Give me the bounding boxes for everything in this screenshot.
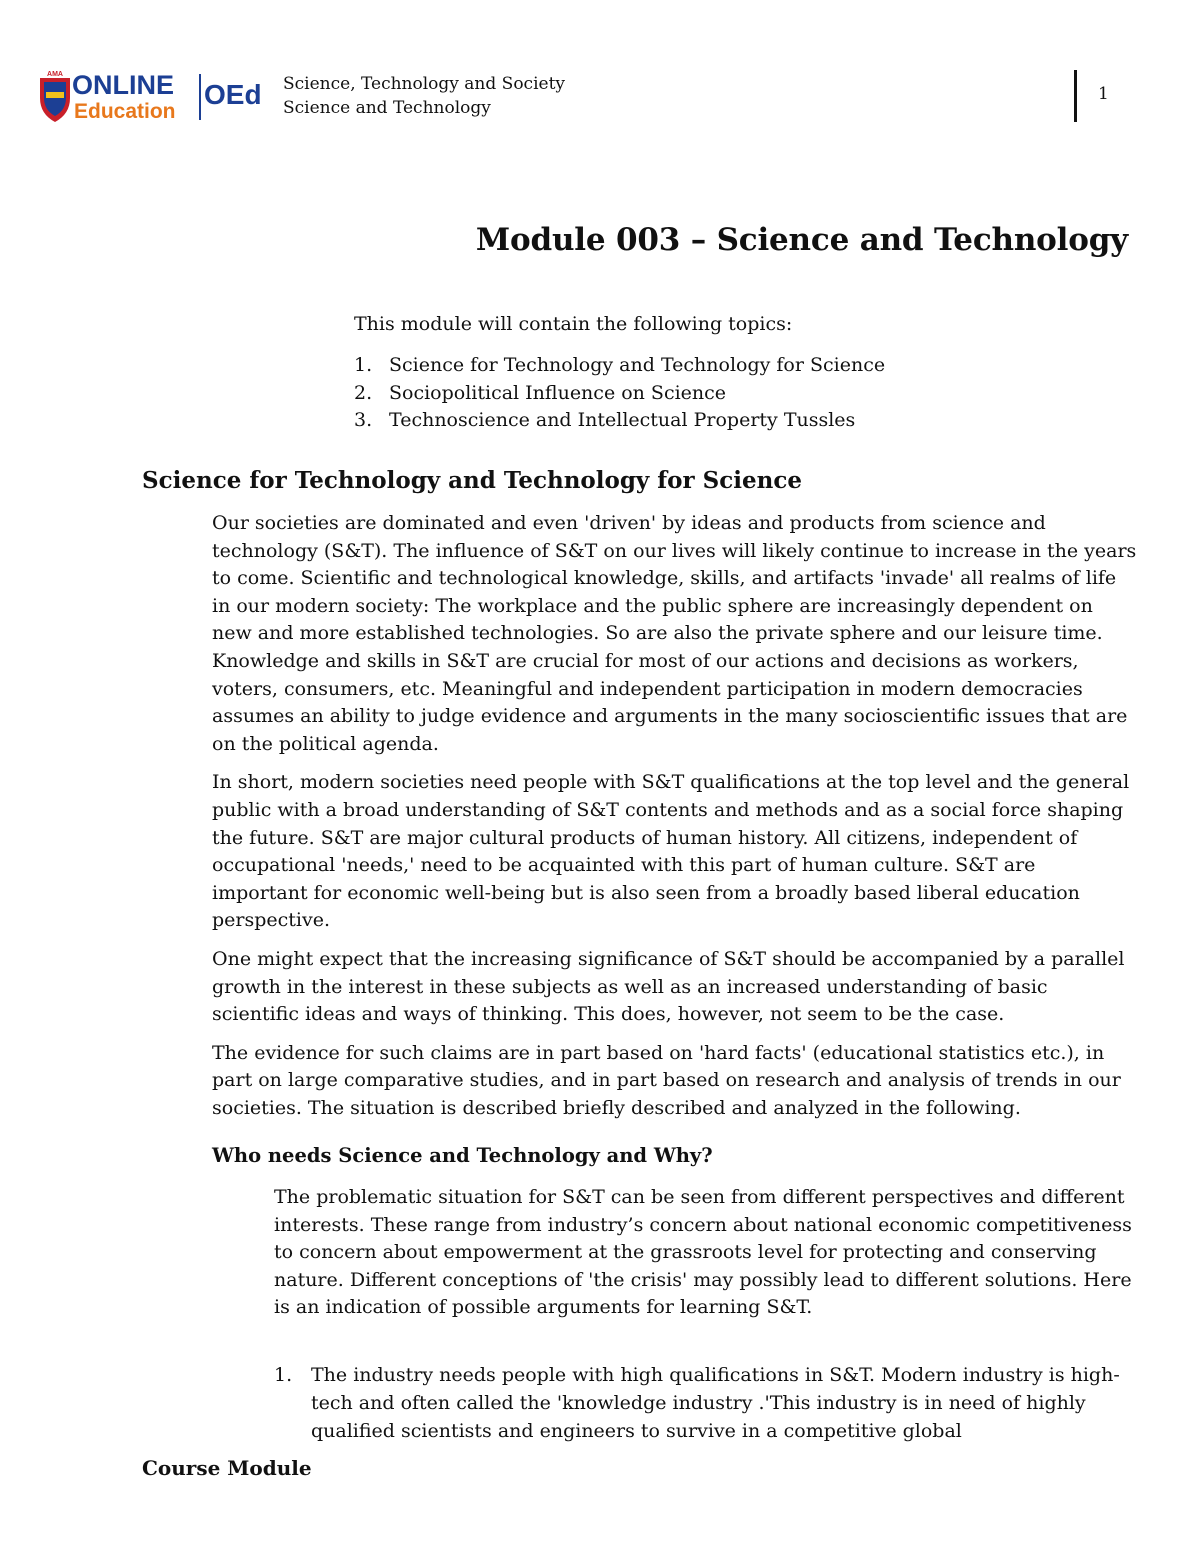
paragraph: Our societies are dominated and even 'driven' by ideas and products from science and technology (S&T). The influence of S&T on our lives will likely continue to increase in the years to come. Scientific and technological knowledge, skills, and artifacts 'invade' all realms of life in our modern society: The workplace and the public sphere are increasingly dependent on new and more established technologies. So are also the private sphere and our leisure time. Knowledge and skills in S&T are crucial for most of our actions and decisions as workers, voters, consumers, etc. Meaningful and independent participation in modern democracies assumes an ability to judge evidence and arguments in the many socioscientific issues that are on the political agenda. xyxy=(212,512,1137,755)
list-item-text: Technoscience and Intellectual Property Tussles xyxy=(389,409,856,431)
page-footer: Course Module xyxy=(142,1456,312,1480)
paragraph: In short, modern societies need people with S&T qualifications at the top level and the general public with a broad understanding of S&T contents and methods and as a social force shaping the future. S&T are major cultural products of human history. All citizens, independent of occupational 'needs,' need to be acquainted with this part of human culture. S&T are important for economic well-being but is also seen from a broadly based liberal education perspective. xyxy=(212,771,1130,932)
list-item xyxy=(274,1361,1134,1445)
online-education-logo xyxy=(36,68,276,126)
section-body xyxy=(212,510,1137,1133)
module-title: Module 003 – Science and Technology xyxy=(475,222,1128,258)
header-module-subtitle: Science and Technology xyxy=(283,98,491,118)
list-item-number: 2. xyxy=(354,381,373,404)
list-item-number: 3. xyxy=(354,409,373,431)
list-item-text: The industry needs people with high qualifications in S&T. Modern industry is high-tech and often called the 'knowledge industry .'This industry is in need of highly qualified scientists and engineers to survive in a competitive global xyxy=(311,1364,1120,1442)
list-item-number: 1. xyxy=(354,354,373,376)
subsection-body xyxy=(274,1184,1134,1322)
topics-intro: This module will contain the following topics: xyxy=(354,313,793,335)
list-item-number: 1. xyxy=(274,1364,293,1386)
logo-online-text: ONLINE xyxy=(72,70,175,100)
topics-list xyxy=(354,352,885,435)
list-item xyxy=(354,352,885,380)
list-item xyxy=(354,380,885,408)
paragraph: One might expect that the increasing significance of S&T should be accompanied by a parallel growth in the interest in these subjects as well as an increased understanding of basic scientific ideas and ways of thinking. This does, however, not seem to be the case. xyxy=(212,947,1125,1026)
paragraph: The evidence for such claims are in part based on 'hard facts' (educational statistics etc.), in part on large comparative studies, and in part based on research and analysis of trends in our societies. The situation is described briefly described and analyzed in the following. xyxy=(212,1041,1121,1119)
list-item xyxy=(354,407,885,435)
logo-education-text: Education xyxy=(74,100,176,123)
section-heading: Science for Technology and Technology for Science xyxy=(142,467,802,494)
shield-label: AMA xyxy=(47,71,63,78)
subsection-heading: Who needs Science and Technology and Why? xyxy=(212,1144,713,1167)
logo-graphic xyxy=(36,68,276,126)
list-item-text: Sociopolitical Influence on Science xyxy=(389,381,727,404)
header-course-title: Science, Technology and Society xyxy=(283,74,566,94)
running-header xyxy=(283,72,565,120)
header-rule xyxy=(1074,70,1077,122)
arguments-list xyxy=(274,1361,1134,1445)
logo-oed-mark: OEd xyxy=(204,79,262,110)
paragraph: The problematic situation for S&T can be seen from different perspectives and different interests. These range from industry’s concern about national economic competitiveness to concern about empowerment at the grassroots level for protecting and conserving nature. Different conceptions of 'the crisis' may possibly lead to different solutions. Here is an indication of possible arguments for learning S&T. xyxy=(274,1186,1132,1319)
page-number: 1 xyxy=(1098,84,1109,104)
list-item-text: Science for Technology and Technology for Science xyxy=(389,354,886,376)
